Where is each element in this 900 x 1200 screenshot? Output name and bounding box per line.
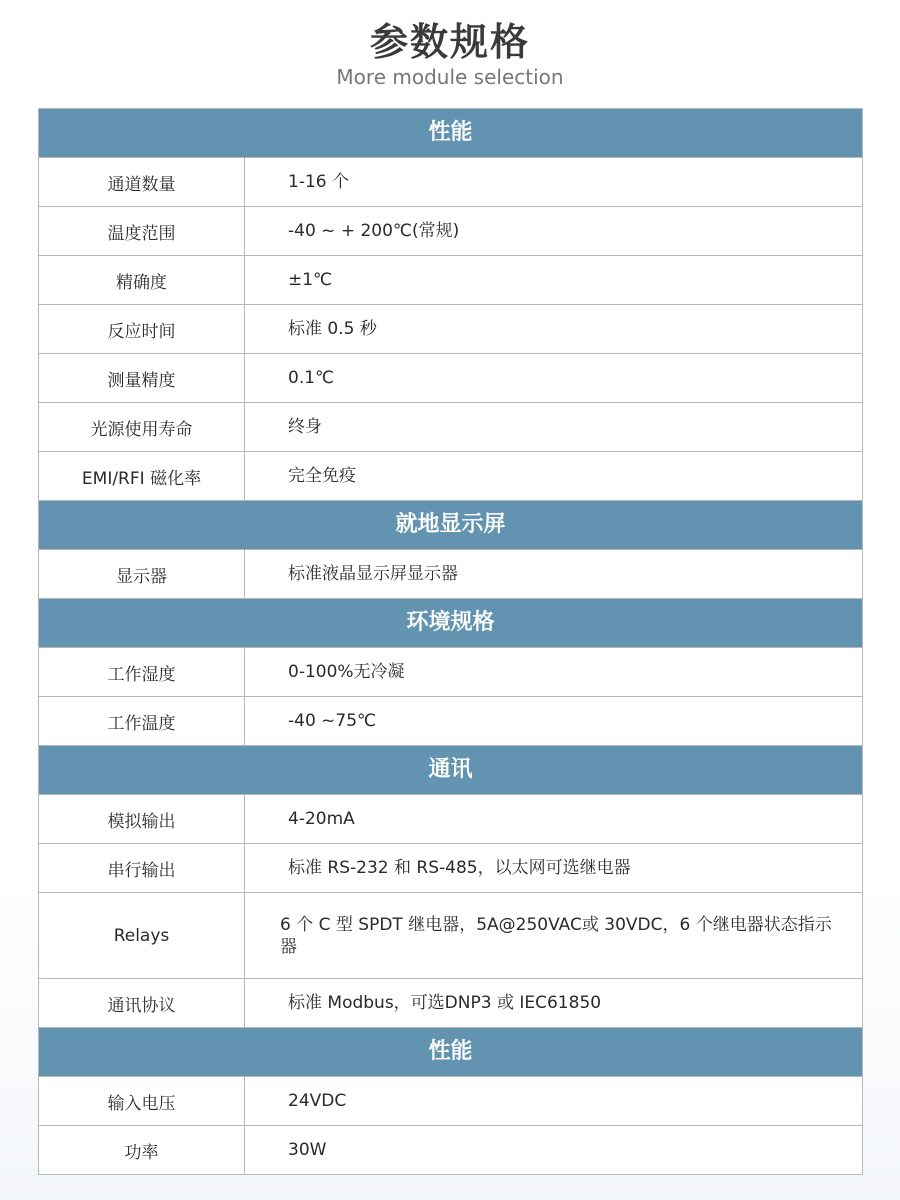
row-label: 串行输出	[39, 844, 245, 892]
row-label: EMI/RFI 磁化率	[39, 452, 245, 500]
section-header-environment: 环境规格	[39, 599, 862, 648]
row-value: 1-16 个	[288, 172, 349, 192]
section-header-communication: 通讯	[39, 746, 862, 795]
row-label: 模拟输出	[39, 795, 245, 843]
row-value: 完全免疫	[288, 466, 356, 486]
row-label: 精确度	[39, 256, 245, 304]
table-row	[39, 354, 862, 403]
row-value: -40 ~ + 200℃(常规)	[288, 221, 460, 241]
row-label: 测量精度	[39, 354, 245, 402]
row-label: 光源使用寿命	[39, 403, 245, 451]
table-row	[39, 305, 862, 354]
row-label: Relays	[39, 893, 245, 978]
row-label: 工作温度	[39, 697, 245, 745]
table-row	[39, 550, 862, 599]
section-header-performance: 性能	[39, 109, 862, 158]
row-value: 0.1℃	[288, 368, 335, 388]
table-row	[39, 207, 862, 256]
row-value: 0-100%无冷凝	[288, 662, 405, 682]
row-label: 反应时间	[39, 305, 245, 353]
row-label: 工作湿度	[39, 648, 245, 696]
row-label: 通讯协议	[39, 979, 245, 1027]
table-row	[39, 1077, 862, 1126]
spec-table	[38, 108, 863, 1175]
page-subtitle: More module selection	[336, 65, 564, 89]
table-row	[39, 1126, 862, 1174]
row-value: 终身	[288, 417, 322, 437]
row-value: 标准液晶显示屏显示器	[288, 564, 458, 584]
row-value: 标准 RS-232 和 RS-485，以太网可选继电器	[288, 858, 631, 878]
page-title: 参数规格	[369, 20, 530, 64]
row-value: -40 ~75℃	[288, 711, 377, 731]
row-value: 4-20mA	[288, 809, 355, 829]
row-label: 功率	[39, 1126, 245, 1174]
table-row	[39, 452, 862, 501]
table-row	[39, 158, 862, 207]
section-header-power: 性能	[39, 1028, 862, 1077]
row-value: 24VDC	[288, 1091, 347, 1111]
table-row	[39, 648, 862, 697]
section-header-local-display: 就地显示屏	[39, 501, 862, 550]
table-row	[39, 403, 862, 452]
table-row	[39, 893, 862, 979]
table-row	[39, 979, 862, 1028]
table-row	[39, 697, 862, 746]
row-label: 温度范围	[39, 207, 245, 255]
row-label: 显示器	[39, 550, 245, 598]
table-row	[39, 256, 862, 305]
row-label: 输入电压	[39, 1077, 245, 1125]
row-value: 30W	[288, 1140, 327, 1160]
table-row	[39, 795, 862, 844]
row-value: 标准 Modbus，可选DNP3 或 IEC61850	[288, 993, 602, 1013]
row-value: ±1℃	[288, 270, 333, 290]
row-value: 6 个 C 型 SPDT 继电器，5A@250VAC或 30VDC，6 个继电器状态指示器	[280, 914, 832, 957]
row-label: 通道数量	[39, 158, 245, 206]
table-row	[39, 844, 862, 893]
row-value: 标准 0.5 秒	[288, 319, 377, 339]
